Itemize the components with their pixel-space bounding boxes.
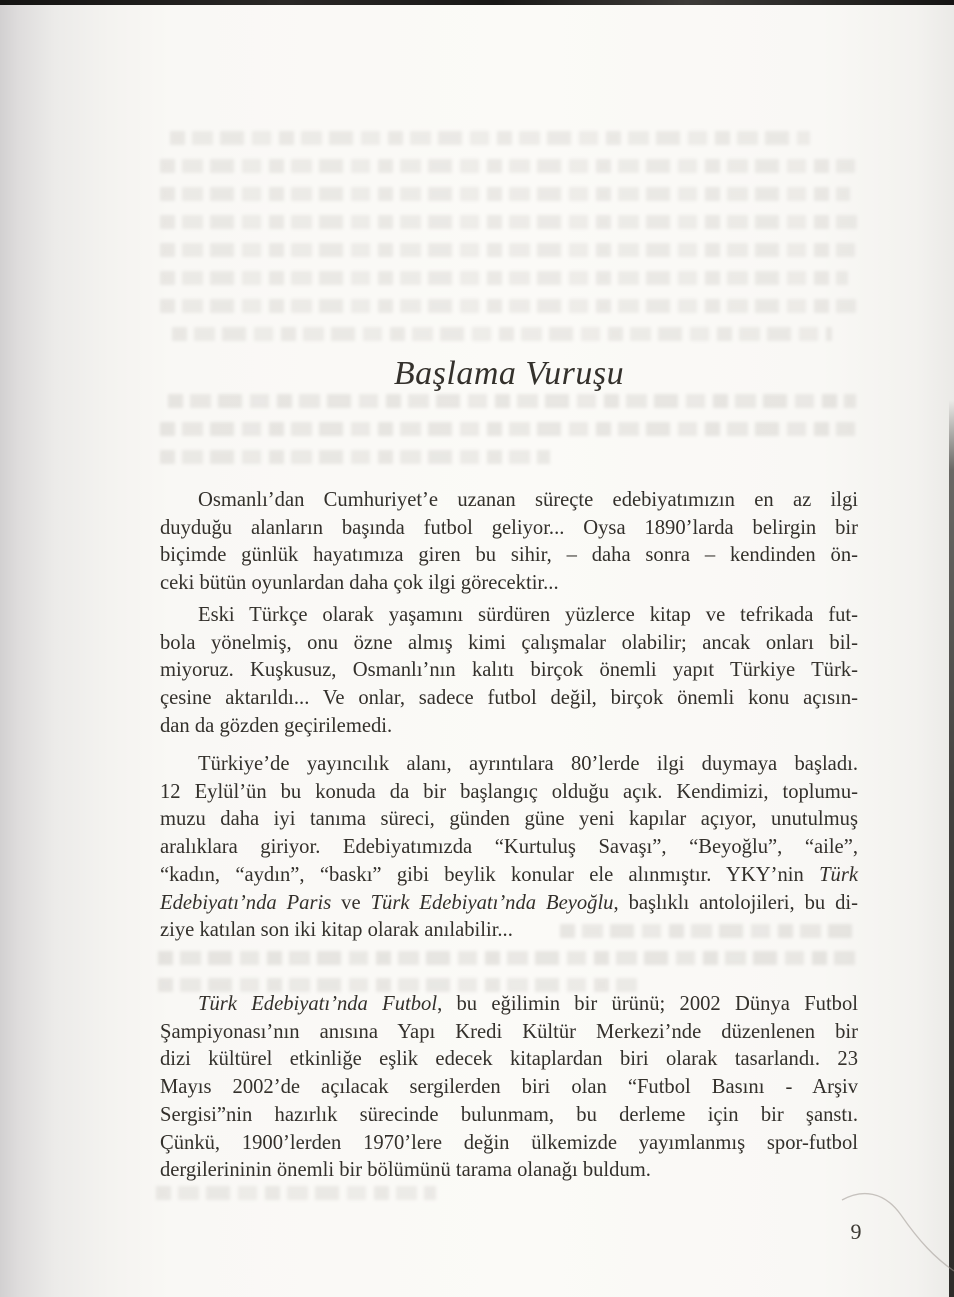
paragraph xyxy=(160,602,858,741)
text-line: ziye katılan son iki kitap olarak anılabilir... xyxy=(160,919,513,942)
paragraph xyxy=(160,751,858,945)
text-line: biçimde günlük hayatımıza giren bu sihir, – daha sonra – kendinden ön- xyxy=(160,544,858,567)
text-line: duyduğu alanların başında futbol geliyor... Oysa 1890’larda belirgin bir xyxy=(160,516,858,539)
text-line: ceki bütün oyunlardan daha çok ilgi görecektir... xyxy=(160,572,559,595)
text-line: çesine aktarıldı... Ve onlar, sadece futbol değil, birçok önemli konu açısın- xyxy=(160,687,858,710)
text-line: Osmanlı’dan Cumhuriyet’e uzanan süreçte edebiyatımızın en az ilgi xyxy=(198,489,858,511)
text-line: Sergisi”nin hazırlık sürecinde bulunmam, bu derleme için bir şanstı. xyxy=(160,1103,858,1126)
text-line: Edebiyatı’nda Paris ve Türk Edebiyatı’nda Beyoğlu, başlıklı antolojileri, bu di- xyxy=(160,891,858,914)
text-line: Türkiye’de yayıncılık alanı, ayrıntılara 80’lerde ilgi duymaya başladı. xyxy=(198,753,858,775)
text-line: Mayıs 2002’de açılacak sergilerden biri olan “Futbol Basını - Arşiv xyxy=(160,1076,858,1099)
page-number: 9 xyxy=(850,1219,862,1244)
paragraph xyxy=(160,487,858,598)
text-line: bola yönelmiş, onu özne almış kimi çalışmalar olabilir; ancak onları bil- xyxy=(160,631,858,654)
text-line: 12 Eylül’ün bu konuda da bir başlangıç olduğu açık. Kendimizi, toplumu- xyxy=(160,780,858,803)
text-line: “kadın, “aydın”, “baskı” gibi beylik konular ele alınmıştır. YKY’nin Türk xyxy=(160,863,858,886)
paragraph xyxy=(160,991,858,1185)
text-line: miyoruz. Kuşkusuz, Osmanlı’nın kalıtı birçok önemli yapıt Türkiye Türk- xyxy=(160,659,858,682)
text-line: muzu daha iyi tanıma süreci, günden güne yeni kapılar açıyor, unutulmuş xyxy=(160,808,858,831)
text-line: Çünkü, 1900’lerden 1970’lere değin ülkemizde yayımlanmış spor-futbol xyxy=(160,1131,858,1154)
text-line: aralıklara giriyor. Edebiyatımızda “Kurtuluş Savaşı”, “Beyoğlu”, “aile”, xyxy=(160,836,858,859)
text-line: Eski Türkçe olarak yaşamını sürdüren yüzlerce kitap ve tefrikada fut- xyxy=(198,604,858,626)
text-line: dizi kültürel etkinliğe eşlik edecek kitaplardan biri olarak tasarlandı. 23 xyxy=(160,1048,858,1071)
text-line: dan da gözden geçirilemedi. xyxy=(160,714,393,737)
body-text xyxy=(160,0,858,1297)
text-line: Şampiyonası’nın anısına Yapı Kredi Kültür Merkezi’nde düzenlenen bir xyxy=(160,1020,858,1043)
scan-right-edge xyxy=(949,0,954,1297)
text-line: dergilerininin önemli bir bölümünü tarama olanağı buldum. xyxy=(160,1159,651,1182)
chapter-title: Başlama Vuruşu xyxy=(393,355,625,392)
text-line: Türk Edebiyatı’nda Futbol, bu eğilimin bir ürünü; 2002 Dünya Futbol xyxy=(198,993,858,1015)
